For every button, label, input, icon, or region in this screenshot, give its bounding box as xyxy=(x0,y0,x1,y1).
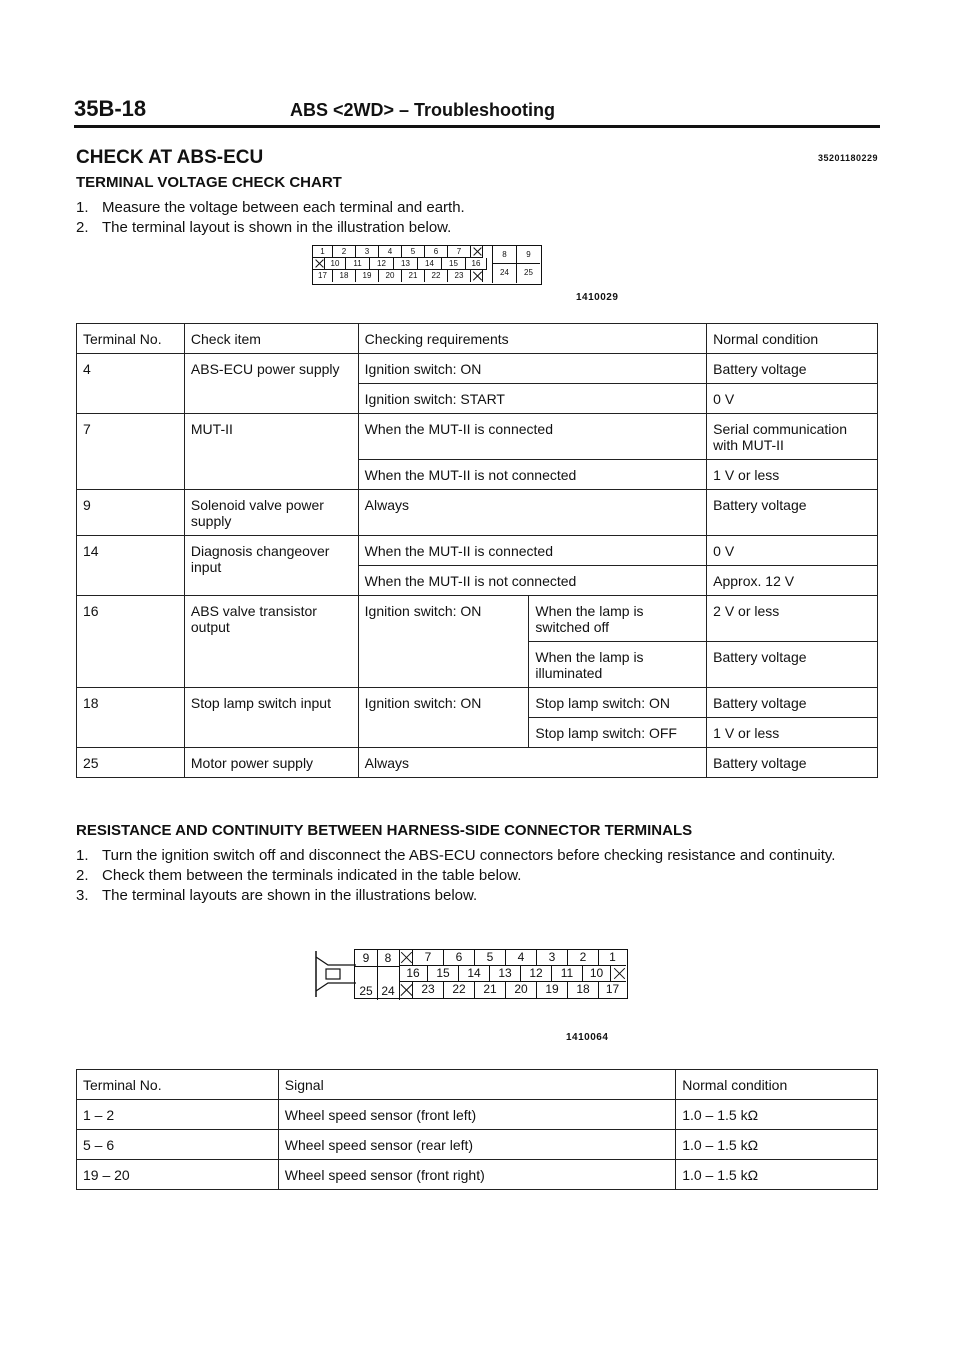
pin-label: 9 xyxy=(517,246,540,264)
terminal-cell: 14 xyxy=(77,536,185,596)
pin-label: 15 xyxy=(442,258,466,270)
pin-label: 4 xyxy=(506,950,537,966)
pin-label: 18 xyxy=(333,270,356,282)
pin-label: 22 xyxy=(444,982,475,998)
pin-label: 2 xyxy=(333,246,356,258)
condition-cell: 0 V xyxy=(707,384,878,414)
blank-pin-icon xyxy=(313,258,325,270)
condition-cell: Approx. 12 V xyxy=(707,566,878,596)
pin-label: 11 xyxy=(552,966,583,982)
doc-code: 35201180229 xyxy=(817,153,878,163)
table-row xyxy=(77,688,878,718)
pin-label: 10 xyxy=(325,258,346,270)
resistance-chart-heading: RESISTANCE AND CONTINUITY BETWEEN HARNESS-SIDE CONNECTOR TERMINALS xyxy=(76,822,693,839)
item-cell: ABS-ECU power supply xyxy=(184,354,358,414)
header-rule xyxy=(74,125,880,128)
condition-cell: 1 V or less xyxy=(707,460,878,490)
pin-label: 25 xyxy=(524,268,533,277)
pin-label: 17 xyxy=(605,982,620,996)
terminal-cell: 16 xyxy=(77,596,185,688)
pin-label: 3 xyxy=(537,950,568,966)
resistance-steps xyxy=(76,846,880,906)
list-item: 2. The terminal layout is shown in the illustration below. xyxy=(76,219,452,236)
pin-label: 1 xyxy=(599,950,626,966)
voltage-chart-heading: TERMINAL VOLTAGE CHECK CHART xyxy=(76,174,342,191)
pin-label: 20 xyxy=(379,270,402,282)
requirement-cell: Always xyxy=(358,748,706,778)
table-row xyxy=(77,1160,878,1190)
item-cell: Solenoid valve power supply xyxy=(184,490,358,536)
pin-label: 7 xyxy=(413,950,444,966)
condition-cell: 1.0 – 1.5 kΩ xyxy=(676,1100,878,1130)
condition-cell: Battery voltage xyxy=(707,490,878,536)
pin-label: 14 xyxy=(459,966,490,982)
sub-requirement-cell: Stop lamp switch: ON xyxy=(529,688,707,718)
pin-label: 21 xyxy=(475,982,506,998)
pin-label: 13 xyxy=(394,258,418,270)
table-row xyxy=(77,536,878,566)
column-header: Normal condition xyxy=(707,324,878,354)
condition-cell: Battery voltage xyxy=(707,688,878,718)
list-item: 2. Check them between the terminals indicated in the table below. xyxy=(76,867,522,884)
blank-pin-icon xyxy=(611,966,626,982)
condition-cell: Battery voltage xyxy=(707,642,878,688)
table-row xyxy=(77,1100,878,1130)
requirement-cell: When the MUT-II is not connected xyxy=(358,460,706,490)
pin-label: 16 xyxy=(399,966,428,982)
pin-label: 6 xyxy=(425,246,448,258)
column-header: Terminal No. xyxy=(77,1070,279,1100)
terminal-cell: 18 xyxy=(77,688,185,748)
item-cell: MUT-II xyxy=(184,414,358,490)
pin-label: 9 xyxy=(355,950,377,967)
pin-label: 25 xyxy=(359,984,373,998)
condition-cell: Serial communication with MUT-II xyxy=(707,414,878,460)
sub-requirement-cell: When the lamp is illuminated xyxy=(529,642,707,688)
pin-label: 21 xyxy=(402,270,425,282)
column-header: Check item xyxy=(184,324,358,354)
connector-latch-icon xyxy=(314,949,356,999)
blank-pin-icon xyxy=(399,982,413,998)
condition-cell: 0 V xyxy=(707,536,878,566)
pin-label: 11 xyxy=(346,258,370,270)
terminal-cell: 5 – 6 xyxy=(77,1130,279,1160)
requirement-cell: When the MUT-II is connected xyxy=(358,414,706,460)
pin-label: 24 xyxy=(500,268,509,277)
signal-cell: Wheel speed sensor (rear left) xyxy=(278,1130,675,1160)
pin-label: 18 xyxy=(568,982,599,998)
pin-label: 3 xyxy=(356,246,379,258)
item-cell: Motor power supply xyxy=(184,748,358,778)
pin-label: 10 xyxy=(583,966,611,982)
pin-label: 12 xyxy=(521,966,552,982)
requirement-cell: Ignition switch: START xyxy=(358,384,706,414)
pin-label: 16 xyxy=(466,258,487,270)
pin-label: 23 xyxy=(448,270,471,282)
table-row xyxy=(77,748,878,778)
terminal-cell: 7 xyxy=(77,414,185,490)
pin-label: 19 xyxy=(356,270,379,282)
column-header: Normal condition xyxy=(676,1070,878,1100)
table-row xyxy=(77,1130,878,1160)
terminal-cell: 25 xyxy=(77,748,185,778)
list-item: 1. Turn the ignition switch off and disconnect the ABS-ECU connectors before checking resistance and continuity. xyxy=(76,847,836,864)
requirement-cell: Ignition switch: ON xyxy=(358,354,706,384)
pin-label: 12 xyxy=(370,258,394,270)
page-number: 35B-18 xyxy=(74,96,147,121)
column-header: Signal xyxy=(278,1070,675,1100)
condition-cell: Battery voltage xyxy=(707,354,878,384)
item-cell: Stop lamp switch input xyxy=(184,688,358,748)
pin-label: 15 xyxy=(428,966,459,982)
pin-label: 8 xyxy=(377,950,399,967)
figure-code: 1410029 xyxy=(576,292,619,303)
pin-label: 4 xyxy=(379,246,402,258)
table-row xyxy=(77,414,878,460)
pin-label: 17 xyxy=(313,270,333,282)
pin-label: 8 xyxy=(493,246,516,264)
signal-cell: Wheel speed sensor (front right) xyxy=(278,1160,675,1190)
pin-label: 6 xyxy=(444,950,475,966)
pin-label: 5 xyxy=(402,246,425,258)
blank-pin-icon xyxy=(471,270,483,282)
sub-requirement-cell: Stop lamp switch: OFF xyxy=(529,718,707,748)
column-header: Terminal No. xyxy=(77,324,185,354)
condition-cell: 2 V or less xyxy=(707,596,878,642)
pin-label: 20 xyxy=(506,982,537,998)
pin-label: 5 xyxy=(475,950,506,966)
ecu-connector-diagram xyxy=(312,245,542,285)
requirement-cell: Always xyxy=(358,490,706,536)
voltage-steps xyxy=(76,198,880,238)
pin-label: 14 xyxy=(418,258,442,270)
sub-requirement-cell: When the lamp is switched off xyxy=(529,596,707,642)
pin-label: 7 xyxy=(448,246,471,258)
table-header-row xyxy=(77,1070,878,1100)
list-item: 3. The terminal layouts are shown in the illustrations below. xyxy=(76,887,478,904)
blank-pin-icon xyxy=(471,246,483,258)
terminal-cell: 19 – 20 xyxy=(77,1160,279,1190)
table-row xyxy=(77,354,878,384)
voltage-check-table xyxy=(76,323,878,778)
figure-code: 1410064 xyxy=(566,1032,609,1043)
terminal-cell: 4 xyxy=(77,354,185,414)
table-row xyxy=(77,596,878,642)
requirement-cell: Ignition switch: ON xyxy=(358,596,529,688)
requirement-cell: When the MUT-II is not connected xyxy=(358,566,706,596)
page-title: ABS <2WD> – Troubleshooting xyxy=(290,100,556,120)
condition-cell: Battery voltage xyxy=(707,748,878,778)
condition-cell: 1.0 – 1.5 kΩ xyxy=(676,1130,878,1160)
pin-label: 2 xyxy=(568,950,599,966)
item-cell: Diagnosis changeover input xyxy=(184,536,358,596)
section-title: CHECK AT ABS-ECU xyxy=(76,147,264,168)
pin-label: 23 xyxy=(413,982,444,998)
harness-connector-diagram xyxy=(314,949,630,1001)
requirement-cell: Ignition switch: ON xyxy=(358,688,529,748)
signal-cell: Wheel speed sensor (front left) xyxy=(278,1100,675,1130)
requirement-cell: When the MUT-II is connected xyxy=(358,536,706,566)
table-header-row xyxy=(77,324,878,354)
blank-pin-icon xyxy=(399,950,413,966)
table-row xyxy=(77,490,878,536)
item-cell: ABS valve transistor output xyxy=(184,596,358,688)
condition-cell: 1 V or less xyxy=(707,718,878,748)
list-item: 1. Measure the voltage between each terminal and earth. xyxy=(76,199,465,216)
pin-label: 24 xyxy=(381,984,395,998)
column-header: Checking requirements xyxy=(358,324,706,354)
terminal-cell: 1 – 2 xyxy=(77,1100,279,1130)
condition-cell: 1.0 – 1.5 kΩ xyxy=(676,1160,878,1190)
pin-label: 19 xyxy=(537,982,568,998)
pin-label: 13 xyxy=(490,966,521,982)
pin-label: 22 xyxy=(425,270,448,282)
resistance-table xyxy=(76,1069,878,1190)
terminal-cell: 9 xyxy=(77,490,185,536)
pin-label: 1 xyxy=(313,246,333,258)
